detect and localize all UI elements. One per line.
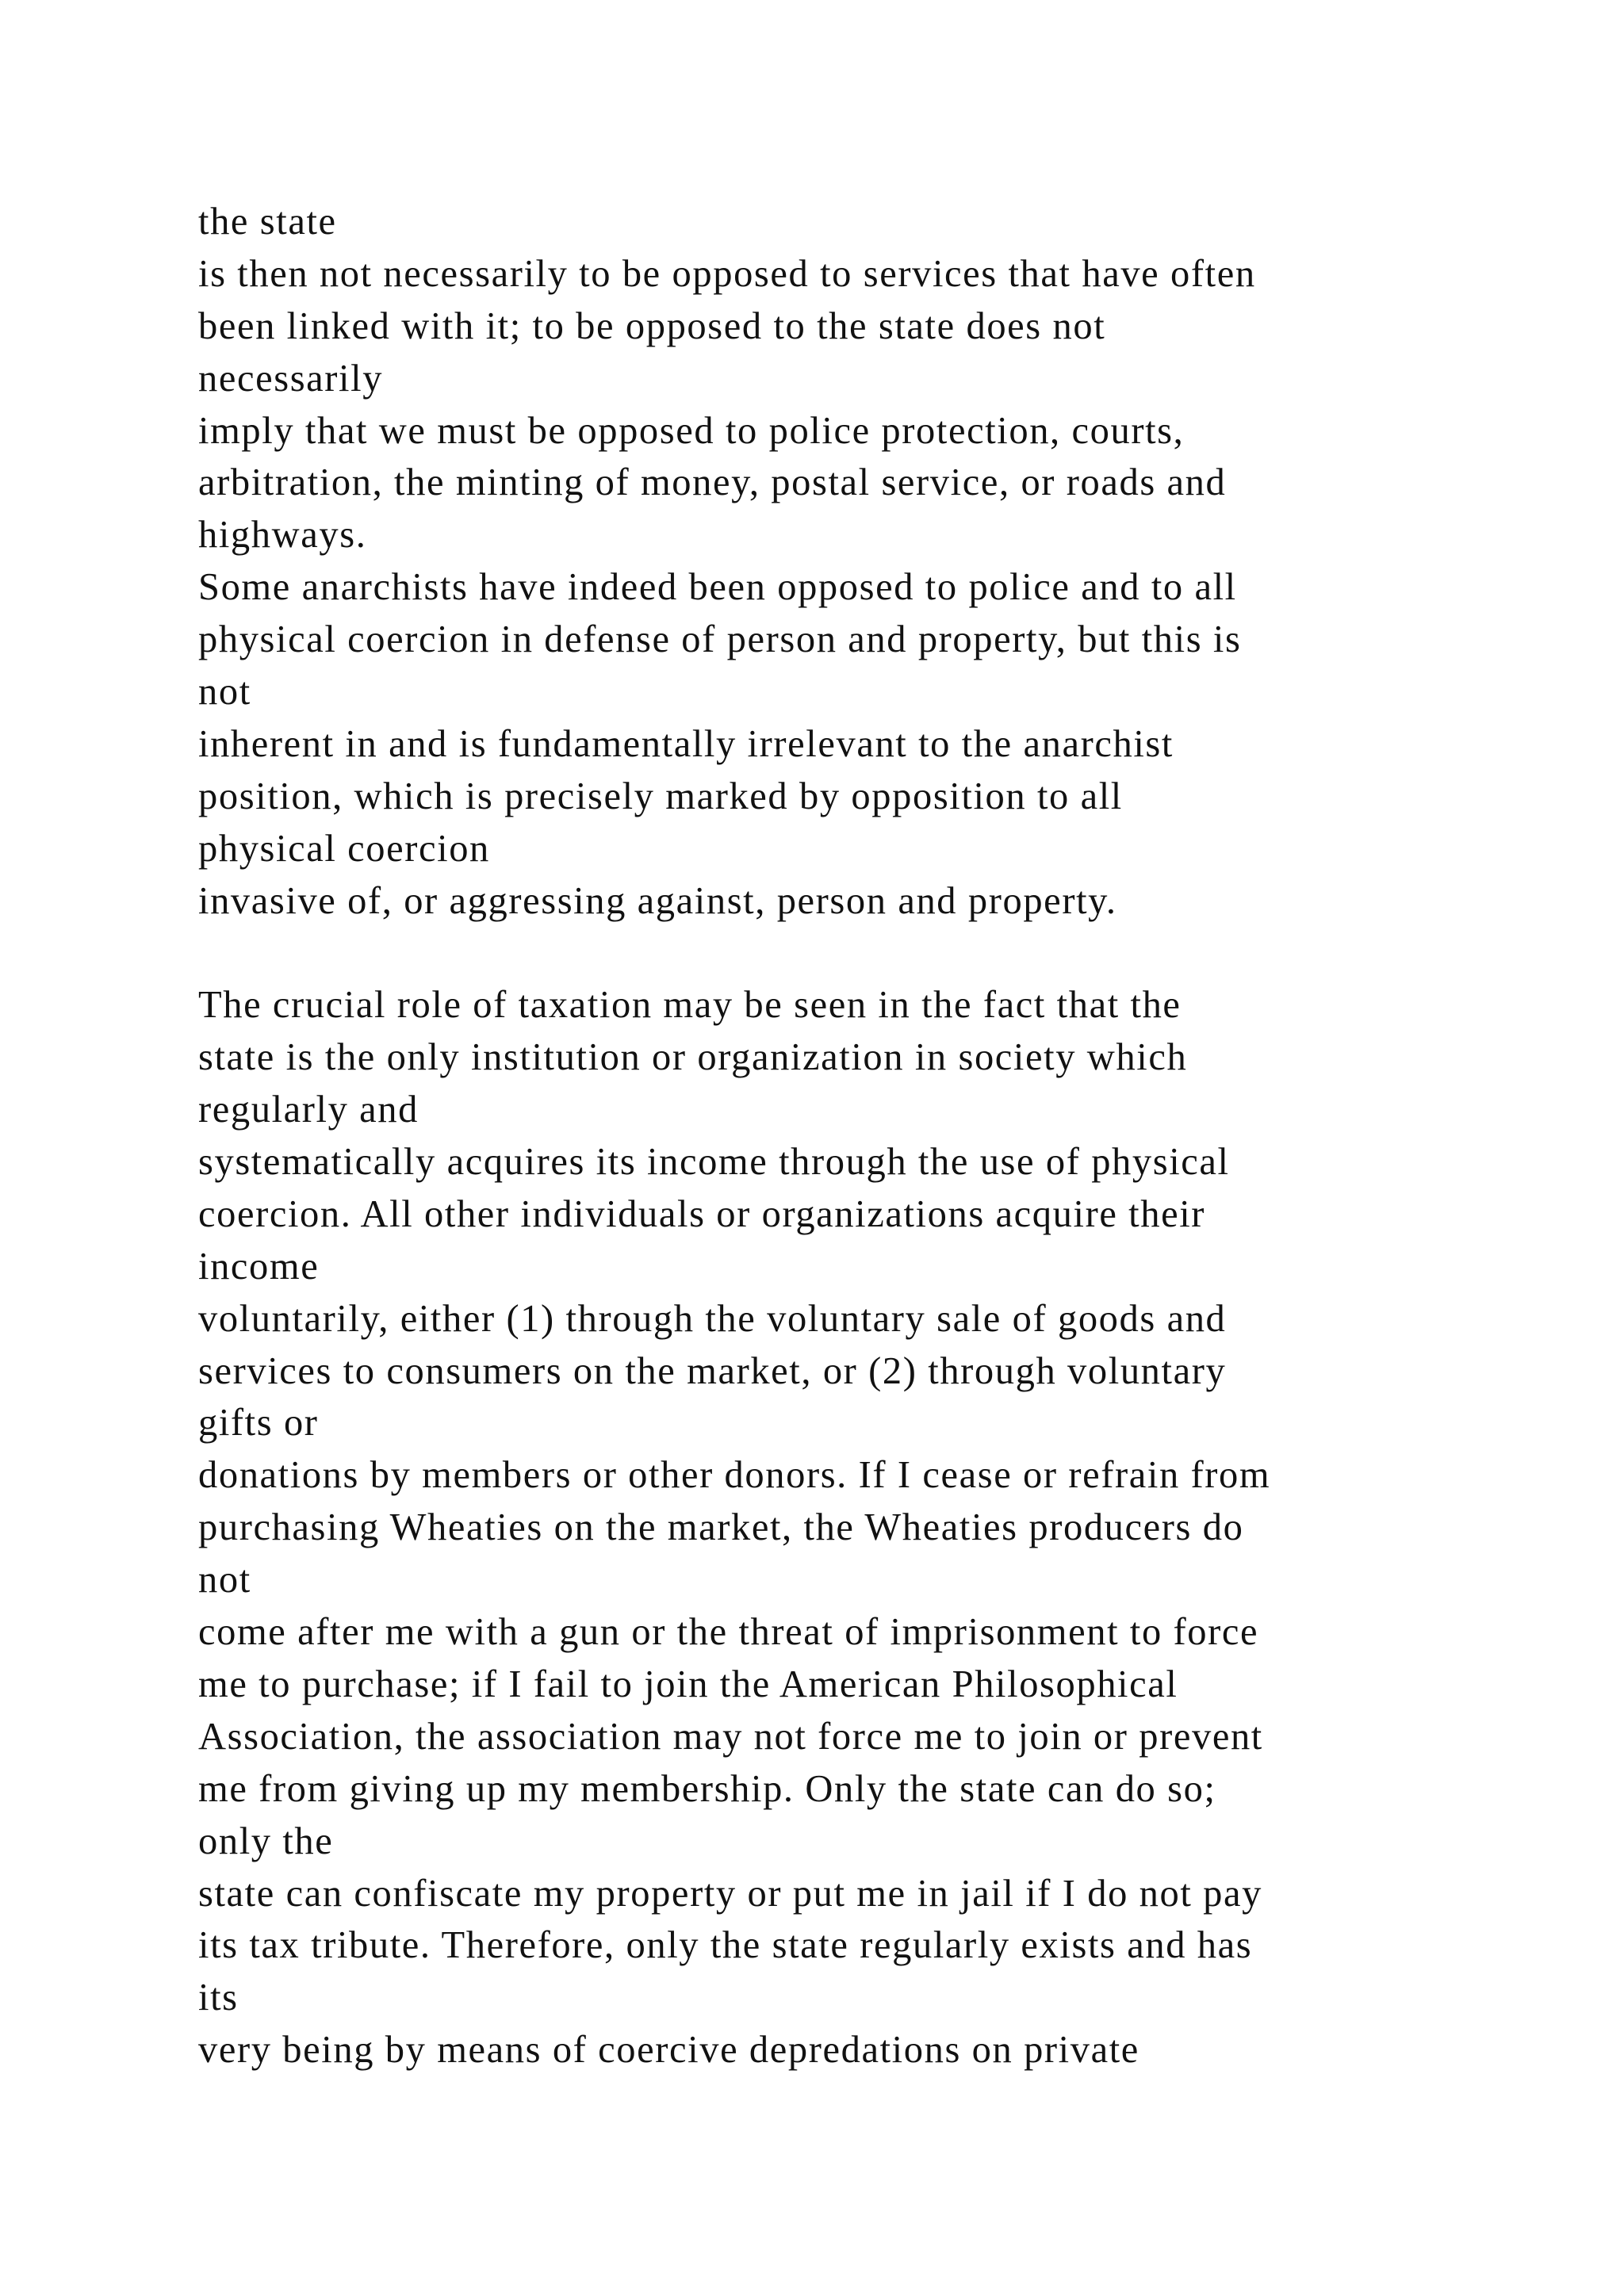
text-line: donations by members or other donors. If I cease or refrain from — [198, 1454, 1271, 1497]
text-line: come after me with a gun or the threat of imprisonment to force — [198, 1611, 1259, 1654]
text-line: me from giving up my membership. Only the state can do so; — [198, 1767, 1216, 1810]
text-line: its — [198, 1976, 239, 2019]
text-line: me to purchase; if I fail to join the American Philosophical — [198, 1663, 1178, 1705]
text-line: income — [198, 1245, 320, 1288]
text-line: the state — [198, 201, 337, 243]
text-line: physical coercion in defense of person and property, but this is — [198, 618, 1242, 661]
paragraph-break — [198, 927, 1562, 979]
text-line: coercion. All other individuals or organizations acquire their — [198, 1192, 1206, 1235]
text-line: not — [198, 671, 251, 714]
text-line: state can confiscate my property or put me in jail if I do not pay — [198, 1872, 1262, 1915]
body-text — [198, 196, 1562, 2076]
text-line: Some anarchists have indeed been opposed to police and to all — [198, 566, 1237, 609]
text-line: services to consumers on the market, or (2) through voluntary — [198, 1349, 1227, 1392]
text-line: voluntarily, either (1) through the voluntary sale of goods and — [198, 1297, 1227, 1340]
text-line: very being by means of coercive depredations on private — [198, 2029, 1139, 2072]
text-line: only the — [198, 1820, 334, 1862]
text-line: highways. — [198, 514, 367, 557]
text-line: been linked with it; to be opposed to the state does not — [198, 304, 1106, 347]
text-line: The crucial role of taxation may be seen in the fact that the — [198, 984, 1182, 1027]
text-line: position, which is precisely marked by opposition to all — [198, 775, 1123, 817]
text-line: not — [198, 1559, 251, 1601]
text-line: necessarily — [198, 357, 384, 400]
text-line: gifts or — [198, 1402, 319, 1445]
text-line: Association, the association may not force me to join or prevent — [198, 1715, 1263, 1758]
text-line: inherent in and is fundamentally irrelevant to the anarchist — [198, 722, 1174, 765]
text-line: imply that we must be opposed to police protection, courts, — [198, 409, 1185, 452]
text-line: systematically acquires its income through the use of physical — [198, 1141, 1230, 1184]
text-line: its tax tribute. Therefore, only the state regularly exists and has — [198, 1924, 1253, 1967]
text-line: state is the only institution or organization in society which — [198, 1036, 1188, 1079]
text-line: regularly and — [198, 1089, 419, 1131]
text-line: physical coercion — [198, 827, 490, 870]
text-line: arbitration, the minting of money, postal service, or roads and — [198, 461, 1227, 504]
text-line: invasive of, or aggressing against, person and property. — [198, 879, 1117, 922]
text-line: purchasing Wheaties on the market, the Wheaties producers do — [198, 1506, 1244, 1549]
text-line: is then not necessarily to be opposed to services that have often — [198, 252, 1256, 295]
